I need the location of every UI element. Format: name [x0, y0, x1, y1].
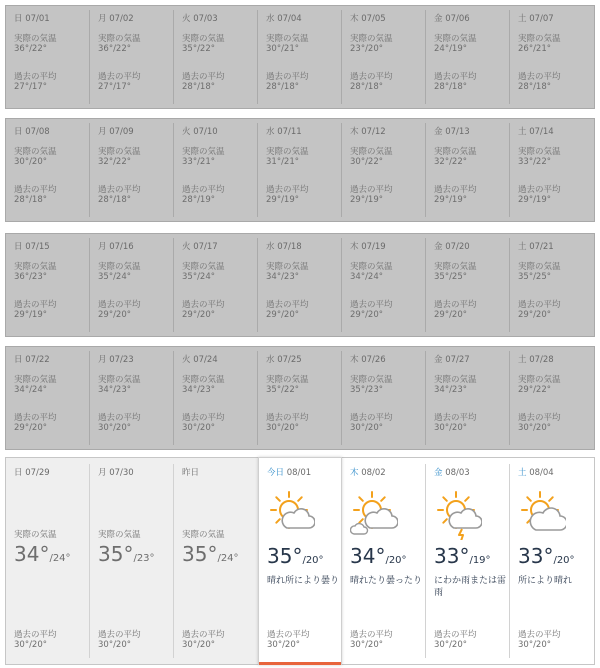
- historical-avg-value: 30°/20°: [434, 423, 467, 433]
- actual-temp-value: 35°/24°: [98, 272, 131, 282]
- actual-temp-value: 33°/22°: [518, 157, 551, 167]
- actual-temp-label: 実際の気温: [434, 375, 477, 385]
- actual-temp-value: 36°/23°: [14, 272, 47, 282]
- historical-avg-value: 30°/20°: [182, 423, 215, 433]
- day-cell[interactable]: [6, 119, 90, 221]
- date-label: 08/04: [526, 468, 554, 478]
- condition-text: 晴れ所により曇り: [267, 576, 340, 586]
- actual-temp-value: 24°/19°: [434, 44, 467, 54]
- historical-avg-label: 過去の平均: [518, 413, 561, 423]
- low-temp: /20°: [553, 555, 575, 566]
- historical-avg-value: 30°/20°: [350, 640, 383, 650]
- day-cell[interactable]: [90, 119, 174, 221]
- historical-avg-label: 過去の平均: [182, 413, 225, 423]
- current-week-row: [5, 457, 595, 665]
- actual-temp-value: 35°/22°: [266, 385, 299, 395]
- day-cell[interactable]: [342, 6, 426, 108]
- historical-avg-value: 29°/20°: [14, 423, 47, 433]
- historical-avg-label: 過去の平均: [518, 185, 561, 195]
- historical-avg-label: 過去の平均: [14, 185, 57, 195]
- actual-temp-value: 34°/24°: [14, 385, 47, 395]
- historical-avg-label: 過去の平均: [350, 72, 393, 82]
- historical-avg-label: 過去の平均: [518, 630, 561, 640]
- historical-avg-value: 30°/20°: [518, 640, 551, 650]
- day-date: 金 07/27: [434, 355, 470, 365]
- day-cell[interactable]: [174, 234, 258, 336]
- day-cell[interactable]: [510, 6, 594, 108]
- actual-temp-value: 34°/23°: [182, 385, 215, 395]
- actual-temp-label: 実際の気温: [350, 34, 393, 44]
- actual-temp-value: 34°/24°: [350, 272, 383, 282]
- day-cell[interactable]: [258, 6, 342, 108]
- forecast-day-cell[interactable]: [426, 458, 510, 664]
- actual-temp-value: 35°/23°: [350, 385, 383, 395]
- day-date: 日 07/22: [14, 355, 50, 365]
- partly-cloudy-icon: [267, 488, 315, 536]
- day-cell[interactable]: [174, 119, 258, 221]
- historical-avg-value: 29°/19°: [266, 195, 299, 205]
- forecast-temp-value: [434, 544, 491, 568]
- actual-temp-value: 30°/22°: [350, 157, 383, 167]
- historical-avg-label: 過去の平均: [350, 300, 393, 310]
- historical-avg-value: 30°/20°: [98, 640, 131, 650]
- historical-avg-value: 29°/19°: [434, 195, 467, 205]
- high-temp: 35°: [98, 542, 134, 566]
- day-date: [434, 466, 470, 478]
- historical-avg-label: 過去の平均: [350, 185, 393, 195]
- day-date: 木 07/05: [350, 14, 386, 24]
- day-date: 火 07/10: [182, 127, 218, 137]
- actual-temp-value: 31°/21°: [266, 157, 299, 167]
- low-temp: /24°: [217, 553, 239, 564]
- day-date: [350, 466, 386, 478]
- day-cell[interactable]: [90, 347, 174, 449]
- historical-avg-label: 過去の平均: [14, 300, 57, 310]
- actual-temp-label: 実際の気温: [98, 530, 141, 540]
- week-row: [5, 346, 595, 450]
- actual-temp-value: 36°/22°: [14, 44, 47, 54]
- day-date: 日 07/01: [14, 14, 50, 24]
- historical-avg-label: 過去の平均: [267, 630, 310, 640]
- historical-avg-value: 28°/18°: [98, 195, 131, 205]
- actual-temp-label: 実際の気温: [350, 375, 393, 385]
- actual-temp-label: 実際の気温: [98, 375, 141, 385]
- forecast-day-cell[interactable]: [342, 458, 426, 664]
- actual-temp-label: 実際の気温: [182, 262, 225, 272]
- day-date: 月 07/30: [98, 468, 134, 478]
- day-cell[interactable]: [6, 6, 90, 108]
- historical-avg-value: 30°/20°: [434, 640, 467, 650]
- historical-avg-label: 過去の平均: [434, 413, 477, 423]
- historical-avg-value: 30°/20°: [98, 423, 131, 433]
- day-date: 月 07/02: [98, 14, 134, 24]
- day-cell[interactable]: [426, 234, 510, 336]
- low-temp: /20°: [385, 555, 407, 566]
- day-of-week: 金: [434, 468, 443, 478]
- forecast-temp-value: [518, 544, 575, 568]
- historical-avg-label: 過去の平均: [350, 413, 393, 423]
- day-cell[interactable]: [258, 347, 342, 449]
- historical-avg-label: 過去の平均: [434, 630, 477, 640]
- day-cell[interactable]: [258, 119, 342, 221]
- actual-temp-label: 実際の気温: [182, 530, 225, 540]
- actual-temp-label: 実際の気温: [350, 147, 393, 157]
- actual-temp-value: 26°/21°: [518, 44, 551, 54]
- historical-avg-label: 過去の平均: [182, 72, 225, 82]
- historical-avg-value: 29°/20°: [350, 310, 383, 320]
- day-cell[interactable]: [426, 6, 510, 108]
- date-label: 08/03: [442, 468, 470, 478]
- historical-avg-label: 過去の平均: [182, 185, 225, 195]
- actual-temp-label: 実際の気温: [434, 34, 477, 44]
- actual-temp-label: 実際の気温: [518, 375, 561, 385]
- forecast-day-cell[interactable]: [510, 458, 594, 664]
- day-date: 火 07/17: [182, 242, 218, 252]
- historical-avg-value: 29°/20°: [434, 310, 467, 320]
- actual-temp-value: [182, 542, 239, 566]
- historical-avg-value: 29°/19°: [14, 310, 47, 320]
- historical-avg-value: 29°/20°: [98, 310, 131, 320]
- historical-avg-value: 30°/20°: [266, 423, 299, 433]
- day-date: 土 07/21: [518, 242, 554, 252]
- actual-temp-value: [98, 542, 155, 566]
- date-label: 08/02: [358, 468, 386, 478]
- day-cell[interactable]: [342, 119, 426, 221]
- historical-avg-label: 過去の平均: [14, 630, 57, 640]
- actual-temp-value: [14, 542, 71, 566]
- day-date: 月 07/16: [98, 242, 134, 252]
- actual-temp-label: 実際の気温: [266, 262, 309, 272]
- historical-avg-label: 過去の平均: [266, 72, 309, 82]
- historical-avg-value: 29°/20°: [182, 310, 215, 320]
- day-date: 火 07/24: [182, 355, 218, 365]
- high-temp: 34°: [350, 544, 386, 568]
- historical-avg-value: 28°/18°: [182, 82, 215, 92]
- day-date: 月 07/23: [98, 355, 134, 365]
- actual-temp-value: 35°/25°: [434, 272, 467, 282]
- historical-avg-label: 過去の平均: [98, 300, 141, 310]
- historical-avg-label: 過去の平均: [182, 630, 225, 640]
- day-date: 水 07/25: [266, 355, 302, 365]
- actual-temp-label: 実際の気温: [182, 375, 225, 385]
- day-date: 木 07/19: [350, 242, 386, 252]
- week-row: [5, 5, 595, 109]
- historical-avg-label: 過去の平均: [98, 185, 141, 195]
- historical-avg-value: 30°/20°: [14, 640, 47, 650]
- actual-temp-label: 実際の気温: [98, 262, 141, 272]
- day-date: 月 07/09: [98, 127, 134, 137]
- day-of-week: 土: [518, 468, 527, 478]
- historical-avg-value: 29°/20°: [266, 310, 299, 320]
- condition-text: 所により晴れ: [518, 576, 573, 586]
- low-temp: /20°: [302, 555, 324, 566]
- today-indicator-bar: [259, 662, 341, 665]
- actual-temp-label: 実際の気温: [266, 34, 309, 44]
- day-cell[interactable]: [426, 119, 510, 221]
- historical-avg-value: 28°/18°: [518, 82, 551, 92]
- historical-avg-label: 過去の平均: [98, 72, 141, 82]
- historical-avg-value: 30°/20°: [182, 640, 215, 650]
- day-cell[interactable]: [342, 347, 426, 449]
- day-cell[interactable]: [174, 347, 258, 449]
- actual-temp-value: 30°/21°: [266, 44, 299, 54]
- actual-temp-value: 33°/21°: [182, 157, 215, 167]
- day-cell[interactable]: [510, 234, 594, 336]
- historical-avg-value: 28°/18°: [14, 195, 47, 205]
- day-date: 日 07/29: [14, 468, 50, 478]
- day-of-week: 木: [350, 468, 359, 478]
- day-date: [518, 466, 554, 478]
- high-temp: 35°: [182, 542, 218, 566]
- past-day-cell[interactable]: [90, 458, 174, 664]
- day-cell[interactable]: [90, 234, 174, 336]
- historical-avg-value: 30°/20°: [267, 640, 300, 650]
- historical-avg-label: 過去の平均: [14, 413, 57, 423]
- high-temp: 33°: [434, 544, 470, 568]
- day-date: 土 07/28: [518, 355, 554, 365]
- historical-avg-value: 29°/19°: [350, 195, 383, 205]
- actual-temp-value: 34°/23°: [98, 385, 131, 395]
- day-date: 金 07/06: [434, 14, 470, 24]
- week-row: [5, 233, 595, 337]
- past-day-cell[interactable]: [174, 458, 258, 664]
- actual-temp-value: 35°/22°: [182, 44, 215, 54]
- high-temp: 35°: [267, 544, 303, 568]
- day-cell[interactable]: [342, 234, 426, 336]
- today-cell[interactable]: [258, 457, 342, 665]
- day-cell[interactable]: [6, 347, 90, 449]
- day-date: 水 07/11: [266, 127, 302, 137]
- actual-temp-value: 23°/20°: [350, 44, 383, 54]
- actual-temp-label: 実際の気温: [266, 375, 309, 385]
- historical-avg-label: 過去の平均: [266, 413, 309, 423]
- day-cell[interactable]: [510, 347, 594, 449]
- historical-avg-value: 27°/17°: [14, 82, 47, 92]
- historical-avg-label: 過去の平均: [518, 72, 561, 82]
- actual-temp-label: 実際の気温: [182, 147, 225, 157]
- partly-cloudy-icon: [350, 488, 398, 536]
- day-cell[interactable]: [258, 234, 342, 336]
- historical-avg-label: 過去の平均: [266, 185, 309, 195]
- week-row: [5, 118, 595, 222]
- high-temp: 33°: [518, 544, 554, 568]
- historical-avg-value: 29°/19°: [518, 195, 551, 205]
- day-date: 昨日: [182, 468, 200, 478]
- condition-text: 晴れたり曇ったり: [350, 576, 423, 586]
- actual-temp-label: 実際の気温: [14, 530, 57, 540]
- day-cell[interactable]: [6, 234, 90, 336]
- day-of-week: 今日: [267, 468, 285, 478]
- actual-temp-label: 実際の気温: [98, 147, 141, 157]
- historical-avg-value: 30°/20°: [350, 423, 383, 433]
- historical-avg-label: 過去の平均: [350, 630, 393, 640]
- past-day-cell[interactable]: [6, 458, 90, 664]
- day-date: 日 07/08: [14, 127, 50, 137]
- actual-temp-value: 36°/22°: [98, 44, 131, 54]
- actual-temp-label: 実際の気温: [14, 147, 57, 157]
- historical-avg-value: 28°/19°: [182, 195, 215, 205]
- day-date: 火 07/03: [182, 14, 218, 24]
- historical-avg-label: 過去の平均: [518, 300, 561, 310]
- actual-temp-label: 実際の気温: [98, 34, 141, 44]
- actual-temp-value: 35°/24°: [182, 272, 215, 282]
- historical-avg-label: 過去の平均: [98, 630, 141, 640]
- date-label: 08/01: [284, 468, 312, 478]
- actual-temp-label: 実際の気温: [518, 147, 561, 157]
- low-temp: /19°: [469, 555, 491, 566]
- actual-temp-label: 実際の気温: [518, 262, 561, 272]
- day-date: 日 07/15: [14, 242, 50, 252]
- actual-temp-label: 実際の気温: [350, 262, 393, 272]
- historical-avg-label: 過去の平均: [14, 72, 57, 82]
- low-temp: /24°: [49, 553, 71, 564]
- actual-temp-value: 30°/20°: [14, 157, 47, 167]
- day-cell[interactable]: [174, 6, 258, 108]
- actual-temp-label: 実際の気温: [14, 262, 57, 272]
- day-date: 土 07/07: [518, 14, 554, 24]
- thunderstorm-icon: [434, 488, 482, 536]
- historical-avg-label: 過去の平均: [434, 72, 477, 82]
- actual-temp-value: 32°/22°: [98, 157, 131, 167]
- day-date: 水 07/18: [266, 242, 302, 252]
- historical-avg-value: 28°/18°: [266, 82, 299, 92]
- day-cell[interactable]: [426, 347, 510, 449]
- historical-avg-label: 過去の平均: [182, 300, 225, 310]
- actual-temp-label: 実際の気温: [182, 34, 225, 44]
- historical-avg-label: 過去の平均: [98, 413, 141, 423]
- actual-temp-label: 実際の気温: [14, 375, 57, 385]
- day-date: 水 07/04: [266, 14, 302, 24]
- actual-temp-label: 実際の気温: [434, 262, 477, 272]
- actual-temp-value: 34°/23°: [266, 272, 299, 282]
- day-date: 金 07/20: [434, 242, 470, 252]
- day-date: [267, 466, 311, 478]
- high-temp: 34°: [14, 542, 50, 566]
- historical-avg-value: 30°/20°: [518, 423, 551, 433]
- actual-temp-value: 32°/22°: [434, 157, 467, 167]
- historical-avg-label: 過去の平均: [434, 300, 477, 310]
- day-date: 木 07/26: [350, 355, 386, 365]
- historical-avg-label: 過去の平均: [434, 185, 477, 195]
- actual-temp-label: 実際の気温: [14, 34, 57, 44]
- historical-avg-value: 28°/18°: [350, 82, 383, 92]
- day-date: 木 07/12: [350, 127, 386, 137]
- actual-temp-value: 34°/23°: [434, 385, 467, 395]
- historical-avg-value: 28°/18°: [434, 82, 467, 92]
- day-cell[interactable]: [510, 119, 594, 221]
- day-date: 土 07/14: [518, 127, 554, 137]
- historical-avg-value: 27°/17°: [98, 82, 131, 92]
- forecast-temp-value: [267, 544, 324, 568]
- condition-text: にわか雨または雷雨: [434, 576, 507, 598]
- forecast-temp-value: [350, 544, 407, 568]
- mostly-cloudy-icon: [518, 488, 566, 536]
- actual-temp-label: 実際の気温: [434, 147, 477, 157]
- actual-temp-value: 35°/25°: [518, 272, 551, 282]
- day-cell[interactable]: [90, 6, 174, 108]
- actual-temp-label: 実際の気温: [266, 147, 309, 157]
- historical-avg-label: 過去の平均: [266, 300, 309, 310]
- low-temp: /23°: [133, 553, 155, 564]
- actual-temp-value: 29°/22°: [518, 385, 551, 395]
- day-date: 金 07/13: [434, 127, 470, 137]
- actual-temp-label: 実際の気温: [518, 34, 561, 44]
- historical-avg-value: 29°/20°: [518, 310, 551, 320]
